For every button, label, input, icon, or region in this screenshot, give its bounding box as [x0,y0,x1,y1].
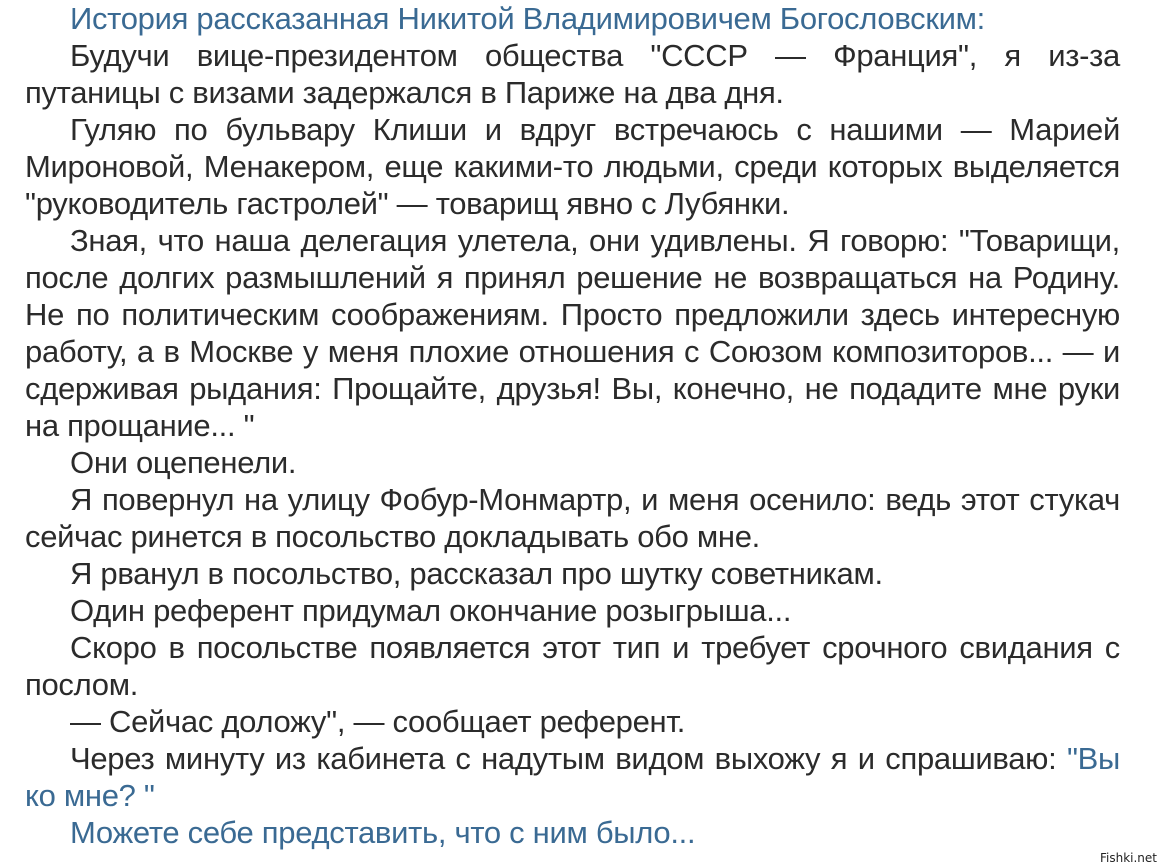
quote-you-to-me: "Вы ко мне? " [25,741,1120,813]
paragraph-stunned: Они оцепенели. [70,445,297,480]
closing-line: Можете себе представить, что с ним было... [70,815,696,850]
paragraph-report: — Сейчас доложу", — сообщает референт. [70,704,686,739]
article [25,0,1120,851]
paragraph-montmartre: Я повернул на улицу Фобур-Монмартр, и меня осенило: ведь этот стукач сейчас ринется в посольство докладывать обо мне. [25,482,1120,554]
paragraph-announcement: Зная, что наша делегация улетела, они удивлены. Я говорю: "Товарищи, после долгих размышлений я принял решение не возвращаться на Родину. Не по политическим соображениям. Просто предложили здесь интересную работу, а в Москве у меня плохие отношения с Союзом композиторов... — и сдерживая рыдания: Прощайте, друзья! Вы, конечно, не подадите мне руки на прощание... " [25,223,1120,443]
paragraph-cabinet-text: Через минуту из кабинета с надутым видом выхожу я и спрашиваю: [70,741,1067,776]
story-title: История рассказанная Никитой Владимировичем Богословским: [70,1,985,36]
paragraph-clichy: Гуляю по бульвару Клиши и вдруг встречаюсь с нашими — Марией Мироновой, Менакером, еще какими-то людьми, среди которых выделяется "руководитель гастролей" — товарищ явно с Лубянки. [25,112,1120,221]
paragraph-embassy: Я рванул в посольство, рассказал про шутку советникам. [70,556,883,591]
watermark: Fishki.net [1099,851,1157,865]
paragraph-referent: Один референт придумал окончание розыгрыша... [70,593,792,628]
paragraph-arrival: Скоро в посольстве появляется этот тип и требует срочного свидания с послом. [25,630,1120,702]
paragraph-cabinet [25,740,1120,814]
paragraph-visa: Будучи вице-президентом общества "СССР — Франция", я из-за путаницы с визами задержался в Париже на два дня. [25,38,1120,110]
